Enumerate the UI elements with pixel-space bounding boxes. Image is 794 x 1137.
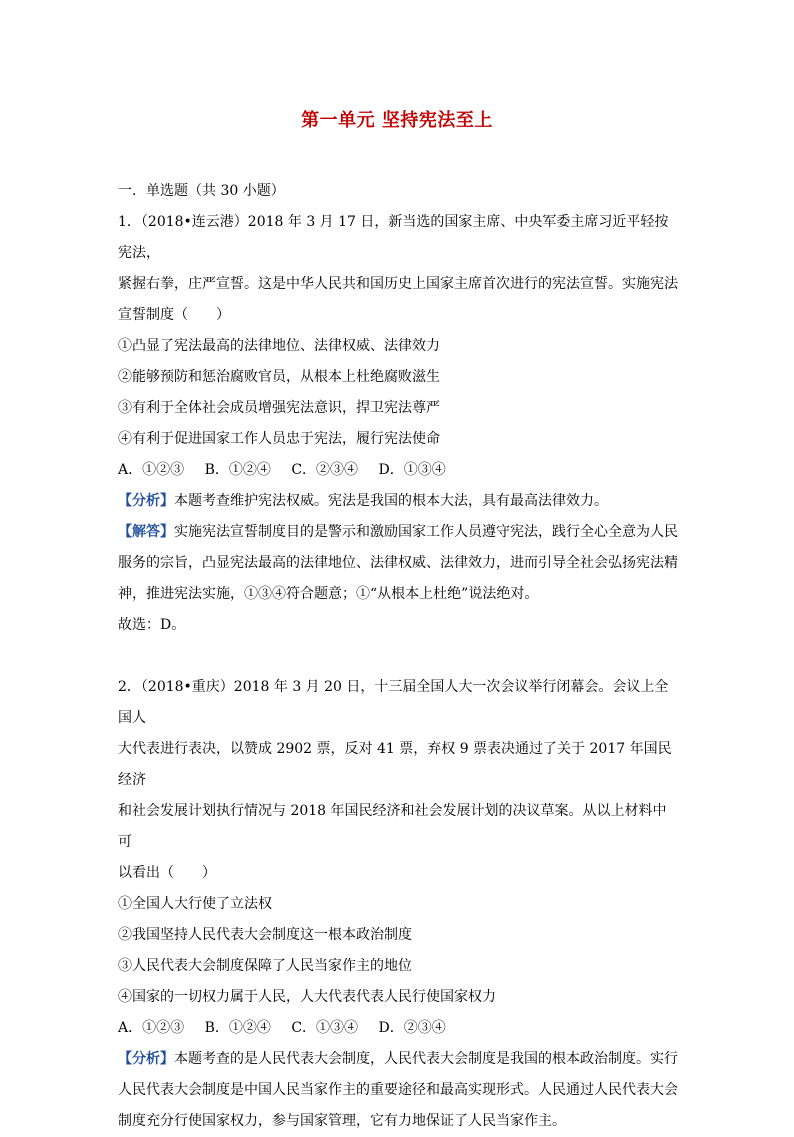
question-2-statement-1: ①全国人大行使了立法权 (118, 896, 272, 912)
question-content (118, 176, 678, 1137)
option-c: C．②③④ (291, 462, 359, 478)
question-1-options (118, 455, 678, 486)
question-2-stem-line-4: 以看出（ ） (118, 865, 216, 881)
question-1-stem-line-3: 宣誓制度（ ） (118, 307, 230, 323)
question-1-analysis (118, 486, 678, 517)
answer-text: 实施宪法宣誓制度目的是警示和激励国家工作人员遵守宪法，践行全心全意为人民 (174, 524, 678, 540)
question-1-answer-line-1 (118, 517, 678, 548)
question-2-analysis-line-1 (118, 1044, 678, 1075)
question-1-stem-line-1: 1．（2018•连云港）2018 年 3 月 17 日，新当选的国家主席、中央军委主席习近平轻按宪法， (118, 214, 669, 261)
option-b: B．①②④ (204, 1020, 271, 1036)
question-1-stem-line-2: 紧握右拳，庄严宣誓。这是中华人民共和国历史上国家主席首次进行的宪法宣誓。实施宪法 (118, 276, 678, 292)
question-1-statement-3: ③有利于全体社会成员增强宪法意识，捍卫宪法尊严 (118, 400, 440, 416)
option-d: D．①③④ (378, 462, 446, 478)
question-2-analysis-line-2: 人民代表大会制度是中国人民当家作主的重要途径和最高实现形式。人民通过人民代表大会 (118, 1082, 678, 1098)
question-1-statement-2: ②能够预防和惩治腐败官员，从根本上杜绝腐败滋生 (118, 369, 440, 385)
analysis-tag: 【分析】 (118, 493, 174, 509)
option-c: C．①③④ (291, 1020, 359, 1036)
question-1-statement-4: ④有利于促进国家工作人员忠于宪法，履行宪法使命 (118, 431, 440, 447)
answer-tag: 【解答】 (118, 524, 174, 540)
question-2-statement-3: ③人民代表大会制度保障了人民当家作主的地位 (118, 958, 412, 974)
question-1 (118, 207, 678, 641)
option-d: D．②③④ (378, 1020, 446, 1036)
question-2-stem-line-2: 大代表进行表决，以赞成 2902 票，反对 41 票，弃权 9 票表决通过了关于 2017 年国民经济 (118, 741, 672, 788)
question-1-answer-line-2: 服务的宗旨，凸显宪法最高的法律地位、法律权威、法律效力，进而引导全社会弘扬宪法精 (118, 555, 678, 571)
question-2-analysis-line-3: 制度充分行使国家权力，参与国家管理，它有力地保证了人民当家作主。 (118, 1113, 566, 1129)
question-2-statement-4: ④国家的一切权力属于人民，人大代表代表人民行使国家权力 (118, 989, 496, 1005)
section-heading: 一．单选题（共 30 小题） (118, 183, 285, 199)
question-2-stem-line-3: 和社会发展计划执行情况与 2018 年国民经济和社会发展计划的决议草案。从以上材料中可 (118, 803, 667, 850)
analysis-tag: 【分析】 (118, 1051, 174, 1067)
question-2 (118, 672, 678, 1137)
option-b: B．①②④ (204, 462, 271, 478)
question-2-stem-line-1: 2．（2018•重庆）2018 年 3 月 20 日，十三届全国人大一次会议举行闭幕会。会议上全国人 (118, 679, 669, 726)
question-2-statement-2: ②我国坚持人民代表大会制度这一根本政治制度 (118, 927, 412, 943)
spacer (118, 641, 678, 672)
option-a: A．①②③ (118, 462, 185, 478)
question-2-options (118, 1013, 678, 1044)
question-1-choice: 故选：D。 (118, 617, 186, 633)
option-a: A．①②③ (118, 1020, 185, 1036)
question-1-answer-line-3: 神，推进宪法实施，①③④符合题意；①“从根本上杜绝”说法绝对。 (118, 586, 539, 602)
analysis-text: 本题考查的是人民代表大会制度，人民代表大会制度是我国的根本政治制度。实行 (174, 1051, 678, 1067)
page-title: 第一单元 坚持宪法至上 (301, 110, 493, 131)
analysis-text: 本题考查维护宪法权威。宪法是我国的根本大法，具有最高法律效力。 (174, 493, 608, 509)
question-1-statement-1: ①凸显了宪法最高的法律地位、法律权威、法律效力 (118, 338, 440, 354)
